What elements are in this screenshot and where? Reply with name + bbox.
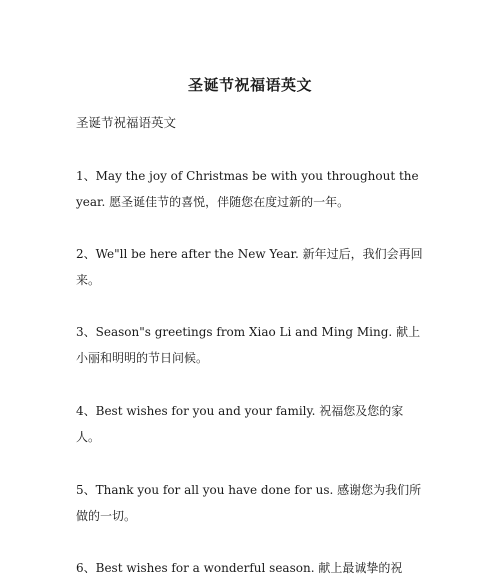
document-subtitle: 圣诞节祝福语英文 [76,115,177,130]
greeting-item-6 [76,555,426,581]
greeting-text: 2、We"ll be here after the New Year. 新年过后，我们会再回来。 [76,247,423,287]
greeting-item-1 [76,163,426,215]
greeting-text: 3、Season"s greetings from Xiao Li and Ming Ming. 献上小丽和明明的节日问候。 [76,325,421,365]
document-title: 圣诞节祝福语英文 [187,76,312,94]
greeting-item-2 [76,241,426,293]
greeting-text: 6、Best wishes for a wonderful season. 献上最诚挚的祝 [76,561,403,575]
greeting-text: 5、Thank you for all you have done for us. 感谢您为我们所做的一切。 [76,483,422,523]
greeting-item-4 [76,398,426,450]
greeting-item-3 [76,319,426,371]
greeting-text: 1、May the joy of Christmas be with you throughout the year. 愿圣诞佳节的喜悦，伴随您在度过新的一年。 [76,169,419,209]
greeting-item-5 [76,477,426,529]
greeting-text: 4、Best wishes for you and your family. 祝福您及您的家人。 [76,404,404,444]
